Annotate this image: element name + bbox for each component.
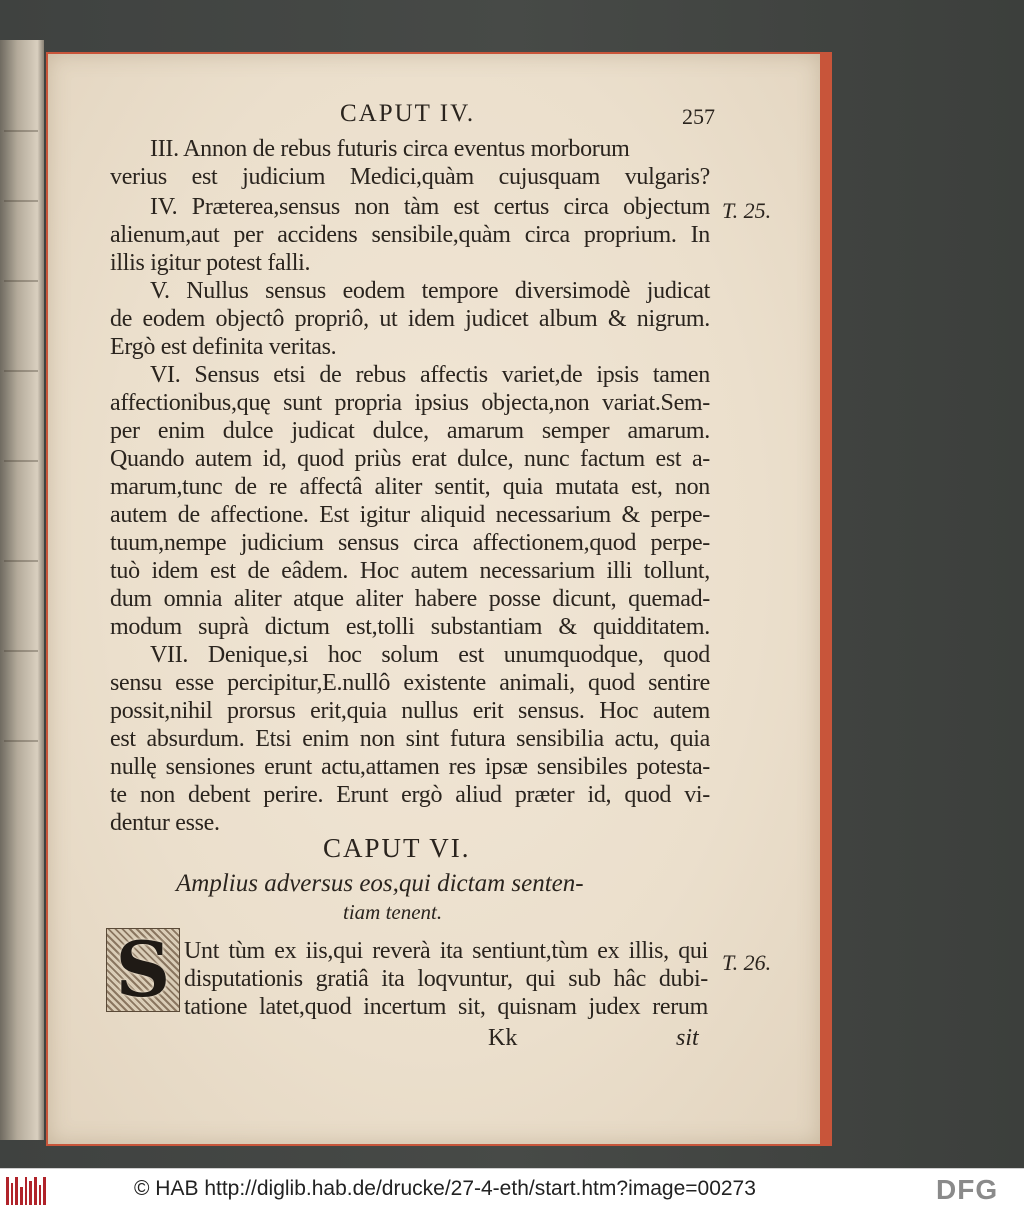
footer-credit-link[interactable]: © HAB http://diglib.hab.de/drucke/27-4-eth/start.htm?image=00273 [134, 1177, 756, 1200]
chapter-subtitle: Amplius adversus eos,qui dictam senten- [176, 870, 584, 897]
text-line: dentur esse. [110, 810, 220, 836]
text-line: sensu esse percipitur,E.nullô existente animali, quod sentire [110, 670, 710, 696]
text-line: dum omnia aliter atque aliter habere posse dicunt, quemad- [110, 586, 710, 612]
text-line: tuum,nempe judicium sensus circa affectionem,quod perpe- [110, 530, 710, 556]
text-line: marum,tunc de re affectâ aliter sentit, quia mutata est, non [110, 474, 710, 500]
text-line: tatione latet,quod incertum sit, quisnam judex rerum [184, 994, 708, 1020]
text-line: Ergò est definita veritas. [110, 334, 337, 360]
hab-logo-icon[interactable] [6, 1175, 46, 1205]
footer-bar [0, 1168, 1024, 1210]
text-line: Quando autem id, quod priùs erat dulce, nunc factum est a- [110, 446, 710, 472]
margin-note-t25: T. 25. [722, 198, 772, 223]
running-title: CAPUT IV. [340, 100, 476, 127]
text-line: VI. Sensus etsi de rebus affectis variet,de ipsis tamen [150, 362, 710, 388]
chapter-heading: CAPUT VI. [323, 833, 471, 863]
signature-mark: Kk [488, 1025, 518, 1051]
text-line: alienum,aut per accidens sensibile,quàm circa proprium. In [110, 222, 710, 248]
margin-note-t26: T. 26. [722, 950, 772, 975]
catchword: sit [676, 1025, 699, 1051]
text-line: autem de affectione. Est igitur aliquid necessarium & perpe- [110, 502, 710, 528]
text-line: nullę sensiones erunt actu,attamen res ipsæ sensibiles potesta- [110, 754, 710, 780]
text-line: per enim dulce judicat dulce, amarum semper amarum. [110, 418, 710, 444]
text-line: affectionibus,quę sunt propria ipsius objecta,non variat.Sem- [110, 390, 710, 416]
text-line: Unt tùm ex iis,qui reverà ita sentiunt,tùm ex illis, qui [184, 938, 708, 964]
text-line: modum suprà dictum est,tolli substantiam & quidditatem. [110, 614, 710, 640]
drop-cap-letter: S [115, 925, 171, 1014]
page-number: 257 [682, 104, 715, 129]
text-line: tuò idem est de eâdem. Hoc autem necessarium illi tollunt, [110, 558, 710, 584]
text-line: verius est judicium Medici,quàm cujusquam vulgaris? [110, 164, 710, 190]
text-line: illis igitur potest falli. [110, 250, 311, 276]
text-line: te non debent perire. Erunt ergò aliud præter id, quod vi- [110, 782, 710, 808]
text-line: disputationis gratiâ ita loqvuntur, qui sub hâc dubi- [184, 966, 708, 992]
chapter-subtitle: tiam tenent. [343, 900, 443, 924]
text-line: VII. Denique,si hoc solum est unumquodque, quod [150, 642, 710, 668]
decorated-initial [106, 925, 180, 1014]
text-line: est absurdum. Etsi enim non sint futura sensibilia actu, quia [110, 726, 710, 752]
dfg-logo[interactable]: DFG [936, 1174, 999, 1205]
text-line: possit,nihil prorsus erit,quia nullus erit sensus. Hoc autem [110, 698, 710, 724]
text-line: III. Annon de rebus futuris circa eventus morborum [150, 136, 630, 162]
adjacent-page-edge [0, 40, 44, 1140]
text-line: V. Nullus sensus eodem tempore diversimodè judicat [150, 278, 710, 304]
text-line: IV. Præterea,sensus non tàm est certus circa objectum [150, 194, 710, 220]
text-line: de eodem objectô propriô, ut idem judicet album & nigrum. [110, 306, 710, 332]
